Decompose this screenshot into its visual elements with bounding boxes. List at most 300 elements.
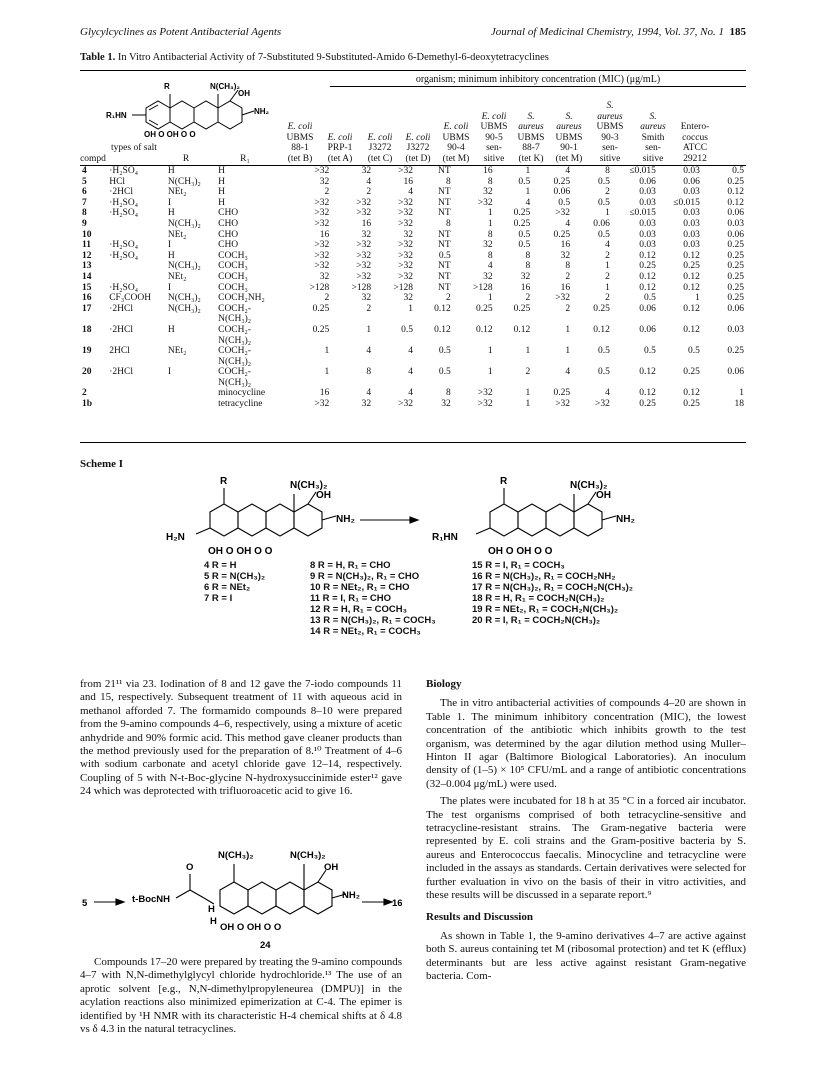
svg-text:N(CH₃)₂: N(CH₃)₂	[290, 850, 326, 861]
header-line: E. coli	[443, 122, 469, 132]
mic-cell: NT	[438, 271, 451, 282]
mic-cell: 0.5	[644, 346, 656, 357]
mic-cell: 8	[565, 261, 571, 272]
mic-cell: >32	[314, 197, 330, 208]
mic-cell: 0.5	[401, 324, 414, 335]
header-line: S.	[565, 111, 573, 122]
compound-cell: 15	[82, 282, 92, 293]
scheme-title: Scheme I	[80, 458, 124, 470]
mic-cell: 2	[525, 293, 531, 304]
mic-cell: NT	[438, 197, 451, 208]
mic-cell: 0.12	[434, 303, 451, 314]
mic-cell: 4	[408, 187, 414, 198]
organism-column-header	[632, 112, 674, 165]
mic-cell: 4	[487, 261, 493, 272]
substituent-cell: I	[167, 240, 172, 251]
mic-cell: 2	[366, 303, 372, 314]
header-line: S.	[649, 111, 657, 122]
mic-cell: 8	[445, 388, 451, 399]
substituent-cell: H	[218, 176, 225, 187]
mic-cell: >32	[477, 197, 493, 208]
mic-cell	[289, 336, 331, 347]
mic-cell: 32	[403, 293, 414, 304]
mic-cell: 1	[487, 293, 493, 304]
mic-cell	[373, 378, 415, 389]
mic-cell: 32	[483, 271, 493, 282]
svg-text:NH₂: NH₂	[336, 514, 355, 525]
mic-cell	[702, 357, 746, 368]
header-line: (tet C)	[367, 153, 393, 164]
mic-cell: 4	[525, 197, 531, 208]
scheme-compound-label: 5 R = N(CH₃)₂	[204, 571, 266, 582]
mic-cell: 1	[487, 208, 493, 219]
scheme-compound-label: 20 R = I, R₁ = COCH₂N(CH₃)₂	[472, 615, 601, 626]
scheme-list-middle	[310, 560, 436, 637]
mic-cell	[702, 378, 746, 389]
mic-cell: 0.25	[683, 399, 700, 410]
header-line: 88-7	[522, 143, 540, 153]
substituent-cell: ·H₂SO₄	[109, 250, 139, 261]
substituent-cell	[166, 399, 216, 410]
mic-cell: 0.25	[639, 261, 656, 272]
mic-cell	[453, 314, 495, 325]
scheme-compound-label: 7 R = I	[204, 593, 233, 604]
substituent-cell: N(CH₃)₂	[167, 261, 201, 272]
mic-cell: 0.12	[683, 282, 700, 293]
svg-text:OH: OH	[238, 89, 250, 98]
mic-cell	[495, 314, 533, 325]
mic-cell: NT	[438, 166, 451, 176]
header-line: UBMS	[596, 122, 624, 132]
substituent-cell: COCH₂-	[218, 324, 251, 335]
header-line: UBMS	[286, 132, 314, 143]
mic-cell: >32	[555, 399, 571, 410]
mic-cell: 0.03	[727, 324, 744, 335]
compound-cell: 17	[82, 303, 92, 314]
compound-cell	[80, 314, 107, 325]
mic-cell	[331, 378, 373, 389]
compound-cell: 14	[82, 271, 92, 282]
mic-cell: 2	[605, 250, 610, 261]
mic-cell: 0.03	[683, 208, 700, 219]
mic-cell: 0.25	[312, 303, 330, 314]
mic-cell: >32	[314, 218, 330, 229]
organism-column-header	[476, 112, 512, 165]
substituent-cell: COCH₃	[218, 271, 248, 282]
organism-column-header	[320, 133, 360, 165]
mic-cell: NT	[438, 261, 451, 272]
substituent-cell: CHO	[218, 229, 239, 240]
mic-cell	[612, 357, 658, 368]
svg-text:N(CH₃)₂: N(CH₃)₂	[570, 480, 608, 491]
svg-text:H: H	[208, 904, 215, 915]
header-line: sen-	[645, 143, 661, 153]
substituent-cell: COCH₃	[218, 261, 248, 272]
mic-cell	[532, 314, 572, 325]
mic-cell: 0.25	[683, 261, 700, 272]
mic-cell: 1	[695, 293, 700, 304]
mic-cell: >32	[356, 197, 372, 208]
compound-24-structure	[80, 838, 402, 956]
organism-column-header	[588, 101, 632, 164]
svg-text:N(CH₃)₂: N(CH₃)₂	[290, 480, 328, 491]
mic-cell: 0.5	[597, 197, 610, 208]
header-line: S.	[527, 111, 535, 122]
scheme-compound-label: 19 R = NEt₂, R₁ = COCH₂N(CH₃)₂	[472, 604, 619, 615]
header-line: (tet K)	[518, 153, 544, 164]
header-line: E. coli	[287, 122, 313, 132]
scheme-compound-label: 8 R = H, R₁ = CHO	[310, 560, 391, 571]
substituent-cell: N(CH₃)₂	[218, 356, 252, 367]
left-column-lower	[80, 956, 402, 1036]
mic-cell: 0.06	[727, 367, 744, 378]
mic-cell: 1	[739, 388, 744, 399]
mic-cell: 0.25	[475, 303, 493, 314]
mic-cell: >128	[472, 282, 493, 293]
running-title: Glycylcyclines as Potent Antibacterial Agents	[80, 26, 282, 38]
scheme-compound-label: 18 R = H, R₁ = COCH₂N(CH₃)₂	[472, 593, 605, 604]
table-row	[80, 272, 746, 283]
mic-cell	[373, 357, 415, 368]
compound-cell: 8	[82, 208, 87, 219]
svg-text:OH: OH	[316, 490, 331, 501]
mic-cell: 0.5	[438, 250, 451, 261]
scheme-compound-label: 13 R = N(CH₃)₂, R₁ = COCH₃	[310, 615, 436, 626]
substituent-cell: H	[218, 197, 225, 208]
mic-cell	[289, 357, 331, 368]
table-row	[80, 357, 746, 368]
mic-cell: 32	[483, 240, 493, 251]
mic-cell: 16	[361, 218, 372, 229]
substituent-cell: CHO	[218, 208, 239, 219]
substituent-cell: NEt₂	[167, 271, 187, 282]
mic-cell	[415, 357, 453, 368]
substituent-cell: N(CH₃)₂	[167, 218, 201, 229]
heading-biology: Biology	[426, 678, 462, 690]
header-line: UBMS	[480, 122, 508, 132]
mic-cell: 0.5	[438, 346, 451, 357]
substituent-cell	[107, 336, 166, 347]
mic-cell: 0.5	[688, 346, 700, 357]
header-line: E. coli	[405, 132, 431, 143]
mic-cell: >32	[314, 208, 330, 219]
right-paragraph-3: As shown in Table 1, the 9-amino derivatives 4–7 are active against both S. aureus containing tet M (ribosomal protection) and tet K (efflux) determinants but are less active against resistant Gram-negative bacteria. Com-	[426, 929, 746, 983]
mic-cell: 32	[319, 271, 330, 282]
svg-text:R: R	[220, 476, 228, 487]
mic-cell: 0.12	[727, 197, 744, 208]
scheme-list-left	[204, 560, 265, 604]
svg-text:OH: OH	[324, 862, 339, 873]
svg-text:O: O	[186, 862, 194, 873]
mic-cell: 2	[565, 303, 571, 314]
mic-cell: 2	[324, 187, 330, 198]
scheme-compound-label: 15 R = I, R₁ = COCH₃	[472, 560, 565, 571]
mic-cell: 32	[361, 229, 372, 240]
mic-cell: 8	[605, 166, 610, 176]
svg-text:N(CH₃)₂: N(CH₃)₂	[218, 850, 254, 861]
header-line: Smith	[641, 132, 665, 143]
column-header: types of salt	[111, 143, 157, 153]
mic-cell: NT	[438, 282, 451, 293]
mic-cell: >32	[398, 166, 414, 176]
mic-cell: 0.25	[727, 271, 744, 282]
header-line: (tet M)	[555, 153, 583, 164]
mic-cell: NT	[438, 187, 451, 198]
table-top-rule	[80, 70, 746, 71]
substituent-cell: COCH₂NH₂	[218, 293, 265, 304]
header-line: sitive	[483, 153, 505, 164]
mic-cell: >32	[356, 261, 372, 272]
mic-cell: >128	[309, 282, 330, 293]
mic-cell	[415, 378, 453, 389]
compound-cell: 7	[82, 197, 87, 208]
substituent-cell: N(CH₃)₂	[167, 303, 201, 314]
mic-cell: 2	[366, 187, 372, 198]
mic-table	[80, 166, 746, 410]
mic-cell	[495, 357, 533, 368]
mic-cell: 8	[445, 218, 451, 229]
svg-text:H₂N: H₂N	[166, 532, 185, 543]
svg-text:OH O OH O O: OH O OH O O	[208, 546, 273, 557]
mic-cell: 0.06	[683, 176, 700, 187]
heading-results: Results and Discussion	[426, 910, 533, 923]
header-line: coccus	[682, 132, 708, 143]
mic-cell: 16	[319, 388, 330, 399]
mic-cell: 0.25	[727, 346, 744, 357]
substituent-cell: COCH₃	[218, 282, 248, 293]
running-header	[80, 26, 746, 38]
mic-cell: >32	[555, 293, 571, 304]
mic-cell: 0.25	[312, 324, 330, 335]
substituent-cell: I	[167, 282, 172, 293]
table-row	[80, 261, 746, 272]
mic-cell: ≤0.015	[629, 166, 656, 176]
svg-text:16: 16	[392, 898, 402, 909]
substituent-cell: H	[167, 250, 175, 261]
scheme-compound-label: 10 R = NEt₂, R₁ = CHO	[310, 582, 410, 593]
header-line: UBMS	[442, 132, 470, 143]
mic-cell: >32	[398, 208, 414, 219]
mic-cell: 0.03	[639, 187, 656, 198]
mic-cell: 0.06	[639, 303, 656, 314]
substituent-cell	[166, 378, 216, 389]
table-row	[80, 187, 746, 198]
substituent-cell: HCl	[109, 176, 126, 187]
mic-cell	[289, 378, 331, 389]
mic-cell	[331, 314, 373, 325]
table-row	[80, 283, 746, 294]
header-line: sen-	[602, 143, 618, 153]
mic-cell: 0.12	[513, 324, 531, 335]
mic-cell: 1	[525, 346, 531, 357]
svg-text:t-BocNH: t-BocNH	[132, 894, 170, 905]
header-line: E. coli	[367, 132, 393, 143]
header-line: (tet B)	[287, 153, 313, 164]
mic-cell: ≤0.015	[629, 208, 656, 219]
mic-cell: >128	[351, 282, 372, 293]
mic-cell: 16	[560, 282, 571, 293]
mic-cell: >32	[398, 240, 414, 251]
table-row	[80, 293, 746, 304]
compound-cell	[80, 336, 107, 347]
mic-cell: 0.5	[518, 229, 531, 240]
mic-cell: 0.12	[593, 324, 610, 335]
header-line: PRP-1	[327, 143, 353, 153]
compound-cell: 12	[82, 250, 92, 261]
header-line: Entero-	[680, 122, 710, 132]
substituent-cell: ·H₂SO₄	[109, 166, 139, 176]
mic-cell: 0.25	[553, 388, 571, 399]
mic-cell: 0.25	[513, 208, 531, 219]
mic-cell: 0.25	[727, 282, 744, 293]
table-row	[80, 399, 746, 410]
substituent-cell: ·2HCl	[109, 303, 133, 314]
table-row	[80, 208, 746, 219]
right-column	[426, 678, 746, 988]
mic-cell	[415, 336, 453, 347]
compound-cell: 10	[82, 229, 92, 240]
organism-column-header	[674, 122, 716, 164]
substituent-cell: COCH₃	[218, 250, 248, 261]
organism-column-header	[280, 122, 320, 164]
mic-cell: 32	[441, 399, 451, 410]
header-line: UBMS	[517, 132, 545, 143]
mic-cell: 0.03	[683, 229, 700, 240]
mic-cell: 16	[483, 166, 493, 176]
mic-cell: 8	[525, 261, 531, 272]
column-header: R₁	[240, 153, 250, 164]
substituent-cell	[166, 388, 216, 399]
left-column	[80, 678, 402, 803]
substituent-cell: 2HCl	[109, 346, 130, 357]
table-row	[80, 251, 746, 262]
header-line: 90-1	[560, 143, 578, 153]
svg-text:NH₂: NH₂	[254, 107, 270, 116]
mic-cell: 2	[445, 293, 451, 304]
substituent-cell	[107, 357, 166, 368]
mic-cell: >32	[314, 399, 330, 410]
mic-cell: 0.5	[597, 367, 610, 378]
mic-cell: 0.12	[639, 388, 656, 399]
mic-cell: 0.12	[475, 324, 493, 335]
mic-cell: 0.03	[639, 229, 656, 240]
mic-cell: 0.06	[639, 176, 656, 187]
mic-cell: 1	[565, 346, 571, 357]
compound-cell: 20	[82, 367, 92, 378]
mic-cell: 1	[605, 208, 610, 219]
table-row	[80, 367, 746, 378]
substituent-cell	[107, 314, 166, 325]
header-line: J3272	[406, 143, 430, 153]
scheme-reaction-structures	[160, 472, 760, 572]
header-line: E. coli	[481, 111, 507, 122]
organism-column-header	[436, 122, 476, 164]
mic-cell: 32	[403, 229, 414, 240]
mic-cell: 4	[366, 346, 372, 357]
table-row	[80, 314, 746, 325]
mic-cell: 0.25	[727, 261, 744, 272]
mic-cell: 1	[605, 282, 610, 293]
header-line: sitive	[642, 153, 664, 164]
table-row	[80, 240, 746, 251]
compound-cell	[80, 357, 107, 368]
mic-cell: 0.03	[639, 218, 656, 229]
mic-cell: 0.25	[593, 303, 610, 314]
mic-cell: 32	[361, 293, 372, 304]
table-row	[80, 336, 746, 347]
mic-cell: 0.06	[639, 324, 656, 335]
mic-cell	[331, 336, 373, 347]
scheme-compound-label: 14 R = NEt₂, R₁ = COCH₃	[310, 626, 421, 637]
substituent-cell	[107, 378, 166, 389]
scheme-compound-label: 11 R = I, R₁ = CHO	[310, 593, 392, 604]
mic-cell: 1	[487, 218, 493, 229]
substituent-cell: ·2HCl	[109, 367, 133, 378]
mic-cell	[612, 314, 658, 325]
mic-cell: 0.12	[639, 282, 656, 293]
mic-cell: 0.12	[434, 324, 451, 335]
header-line: UBMS	[555, 132, 583, 143]
header-line: sen-	[486, 143, 502, 153]
mic-cell: >32	[356, 208, 372, 219]
table-row	[80, 177, 746, 188]
mic-cell	[532, 378, 572, 389]
mic-cell: 0.5	[644, 293, 656, 304]
scheme-compound-label: 9 R = N(CH₃)₂, R₁ = CHO	[310, 571, 420, 582]
header-line: 90-3	[601, 132, 619, 143]
mic-cell: 0.25	[553, 176, 571, 187]
mic-cell: 8	[525, 250, 531, 261]
organism-column-header	[360, 133, 400, 165]
substituent-cell	[107, 272, 166, 283]
mic-cell: 0.25	[553, 229, 571, 240]
mic-cell: 4	[605, 388, 610, 399]
mic-cell	[658, 357, 702, 368]
header-line: 29212	[683, 153, 707, 164]
substituent-cell: ·H₂SO₄	[109, 282, 139, 293]
table-row	[80, 346, 746, 357]
compound-cell: 5	[82, 176, 87, 187]
scheme-compound-label: 16 R = N(CH₃)₂, R₁ = COCH₂NH₂	[472, 571, 616, 582]
mic-cell: >32	[314, 240, 330, 251]
svg-text:NH₂: NH₂	[616, 514, 635, 525]
mic-cell: 4	[605, 240, 610, 251]
right-paragraph-2: The plates were incubated for 18 h at 35 °C in a forced air incubator. The test organisms comprised of both tetracycline-sensitive and tetracycline-resistant strains. The Gram-negative bacteria were represented by E. coli strains and the Gram-positive bacteria by S. aureus and Enterococcus faecalis. Minocycline and tetracycline were included in the assays as standards. Certain derivatives were selected for further evaluation in vivo on the basis of their in vitro activities, and these results will be discussed in a separate report.⁹	[426, 795, 746, 902]
svg-text:OH O OH O O: OH O OH O O	[220, 922, 282, 933]
mic-cell: 0.03	[727, 218, 744, 229]
header-line: aureus	[518, 122, 544, 132]
mic-cell: >32	[356, 250, 372, 261]
mic-cell	[415, 314, 453, 325]
mic-cell: 1	[487, 346, 493, 357]
table-row	[80, 166, 746, 177]
mic-cell: 0.12	[727, 187, 744, 198]
mic-cell: >32	[314, 250, 330, 261]
mic-cell	[572, 378, 612, 389]
mic-cell: 1	[324, 346, 330, 357]
mic-cell: >32	[398, 250, 414, 261]
svg-text:NH₂: NH₂	[342, 890, 360, 901]
mic-cell: 0.25	[727, 293, 744, 304]
mic-cell: 32	[483, 187, 493, 198]
mic-cell: >32	[398, 218, 414, 229]
svg-text:R: R	[164, 82, 170, 91]
column-header: compd	[80, 153, 106, 164]
mic-cell: 18	[734, 399, 744, 410]
header-line: 90-4	[447, 143, 465, 153]
mic-cell: NT	[438, 229, 451, 240]
mic-cell: 2	[605, 293, 610, 304]
